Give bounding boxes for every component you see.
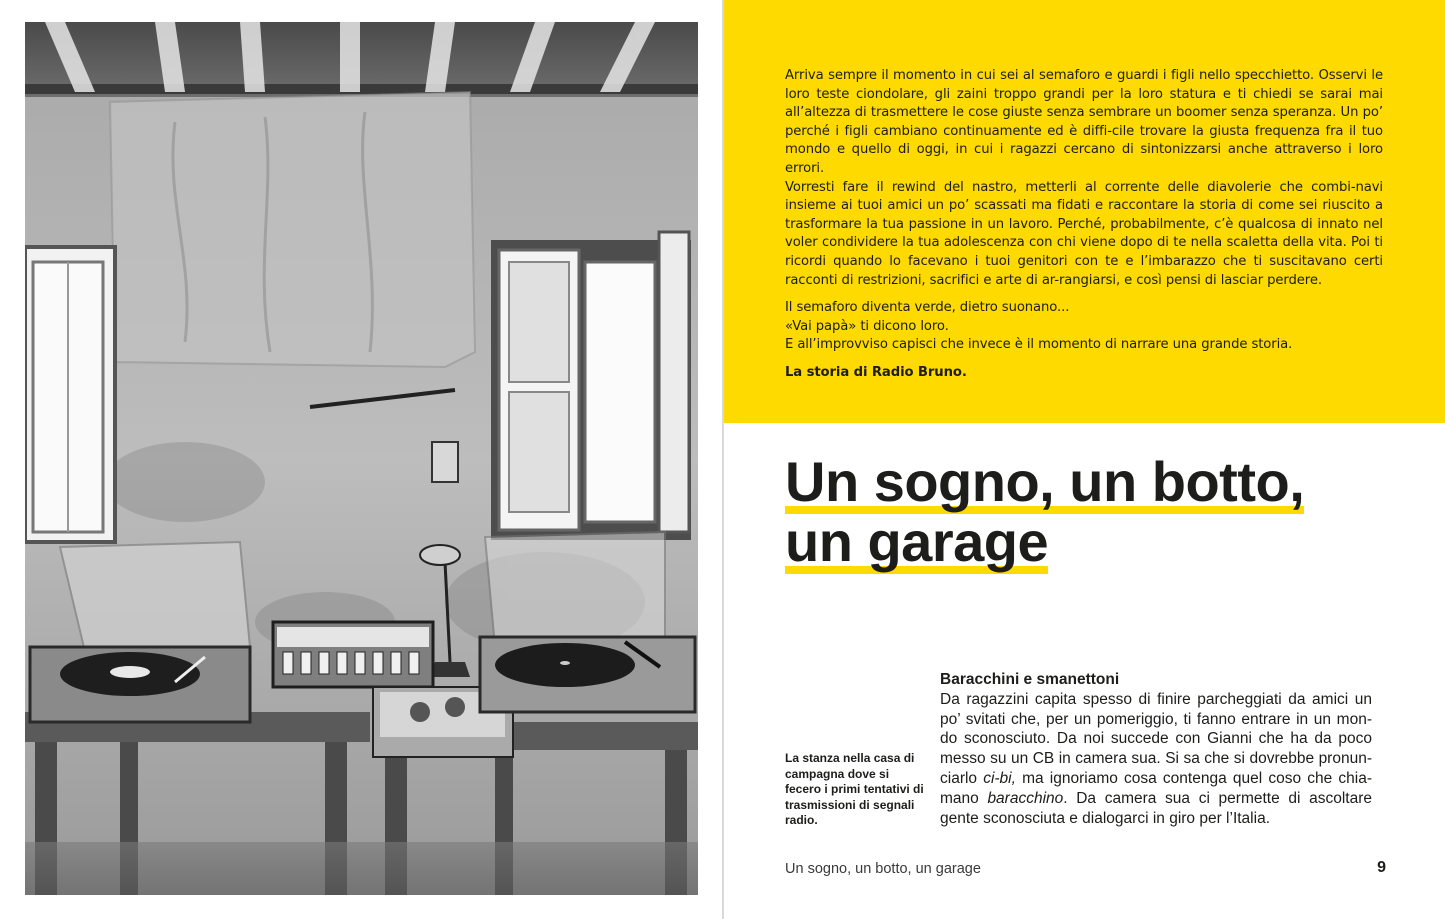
room-photo bbox=[25, 22, 698, 895]
intro-line: E all’improvviso capisci che invece è il momento di narrare una grande storia. bbox=[785, 337, 1293, 353]
page-number: 9 bbox=[1377, 859, 1386, 876]
intro-line: «Vai papà» ti dicono loro. bbox=[785, 318, 949, 334]
section-heading: Baracchini e smanettoni bbox=[940, 671, 1120, 688]
chapter-title bbox=[785, 452, 1385, 572]
intro-text bbox=[785, 67, 1383, 383]
right-page bbox=[724, 0, 1445, 919]
section-body: Da ragazzini capita spesso di finire parcheggiati da amici un po’ svitati che, per un pomeriggio, ti fanno entrare in un mon-do sconosciuto. Da noi succede con Gianni che ha da poco messo su un CB in camera sua. Si sa che si dovrebbe pronun-ciarlo ci-bi, ma ignoriamo cosa contenga quel coso che chia-mano baracchino. Da camera sua ci permette di ascoltare gente sconosciuta e dialogarci in giro per l’Italia. bbox=[940, 690, 1372, 827]
left-page bbox=[0, 0, 722, 919]
intro-line: Il semaforo diventa verde, dietro suonano... bbox=[785, 300, 1070, 316]
chapter-title-line: Un sogno, un botto, bbox=[785, 450, 1305, 513]
running-title: Un sogno, un botto, un garage bbox=[785, 861, 981, 877]
section bbox=[940, 670, 1372, 828]
room-photo-illustration bbox=[25, 22, 698, 895]
intro-paragraph: Vorresti fare il rewind del nastro, metterli al corrente delle diavolerie che combi-navi insieme ai tuoi amici un po’ scassati ma fidati e raccontare la storia di come sei riuscito a trasformare la tua passione in un lavoro. Perché, probabilmente, c’è qualcosa di innato nel voler condividere la tua adolescenza con chi viene dopo di te nella scaletta della vita. Poi ti ricordi quando lo facevano i tuoi genitori con te e l’imbarazzo che ti suscitavano certi racconti di restrizioni, sacrifici e arte di ar-rangiarsi, e così pensi di lasciar perdere. bbox=[785, 179, 1383, 288]
chapter-title-line: un garage bbox=[785, 510, 1049, 573]
photo-caption: La stanza nella casa di campagna dove si fecero i primi tentativi di trasmissioni di segnali radio. bbox=[785, 751, 924, 827]
intro-yellow-block bbox=[724, 0, 1445, 423]
intro-paragraph: Arriva sempre il momento in cui sei al semaforo e guardi i figli nello specchietto. Osservi le loro teste ciondolare, gli zaini troppo grandi per la loro statura e ti chiedi se sarai mai all’altezza di trasmettere le cose giuste senza sembrare un boomer senza speranza. Un po’ perché i figli cambiano continuamente ed è diffi-cile trovare la giusta frequenza fra il tuo mondo e quello di oggi, in cui i ragazzi cercano di sintonizzarsi anche attraverso i loro errori. bbox=[785, 68, 1383, 176]
intro-closing: La storia di Radio Bruno. bbox=[785, 364, 967, 380]
